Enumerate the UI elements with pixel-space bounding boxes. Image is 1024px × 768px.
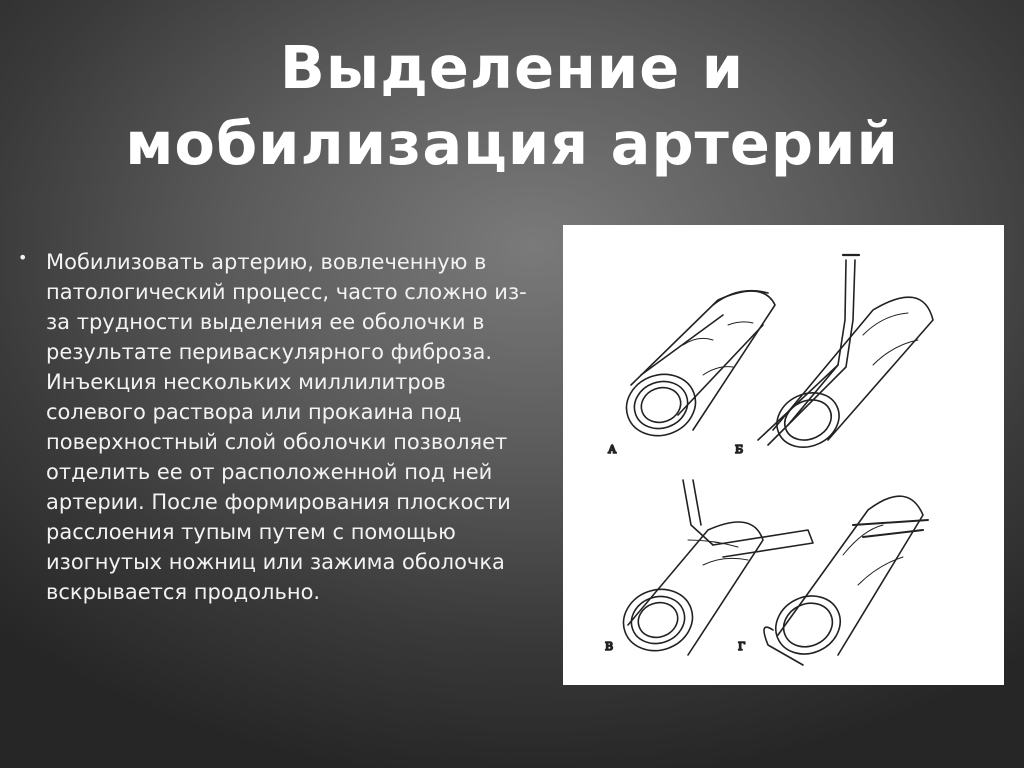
slide-title <box>0 30 1024 182</box>
panel-label-c: В <box>605 640 614 653</box>
slide-title-line-2: мобилизация артерий <box>125 109 899 178</box>
panel-d-drawing <box>764 496 928 665</box>
panel-label-b: Б <box>735 443 744 456</box>
panel-b-drawing <box>758 255 933 457</box>
panel-label-d: Г <box>738 640 746 653</box>
slide-title-line-1: Выделение и <box>279 33 745 102</box>
bullet-item <box>18 247 548 607</box>
bullet-marker: • <box>18 248 28 267</box>
panel-label-a: А <box>608 443 617 456</box>
panel-c-drawing <box>615 480 813 660</box>
artery-illustration <box>563 225 1004 685</box>
bullet-text: Мобилизовать артерию, вовлеченную в патологический процесс, часто сложно из-за трудности выделения ее оболочки в результате периваскулярного фиброза. Инъекция нескольких миллилитров солевого раствора или прокаина под поверхностный слой оболочки позволяет отделить ее от расположенной под ней артерии. После формирования плоскости расслоения тупым путем с помощью изогнутых ножниц или зажима оболочка вскрывается продольно. <box>46 250 527 604</box>
panel-a-drawing <box>618 291 775 445</box>
artery-drawing-svg <box>563 225 1004 685</box>
